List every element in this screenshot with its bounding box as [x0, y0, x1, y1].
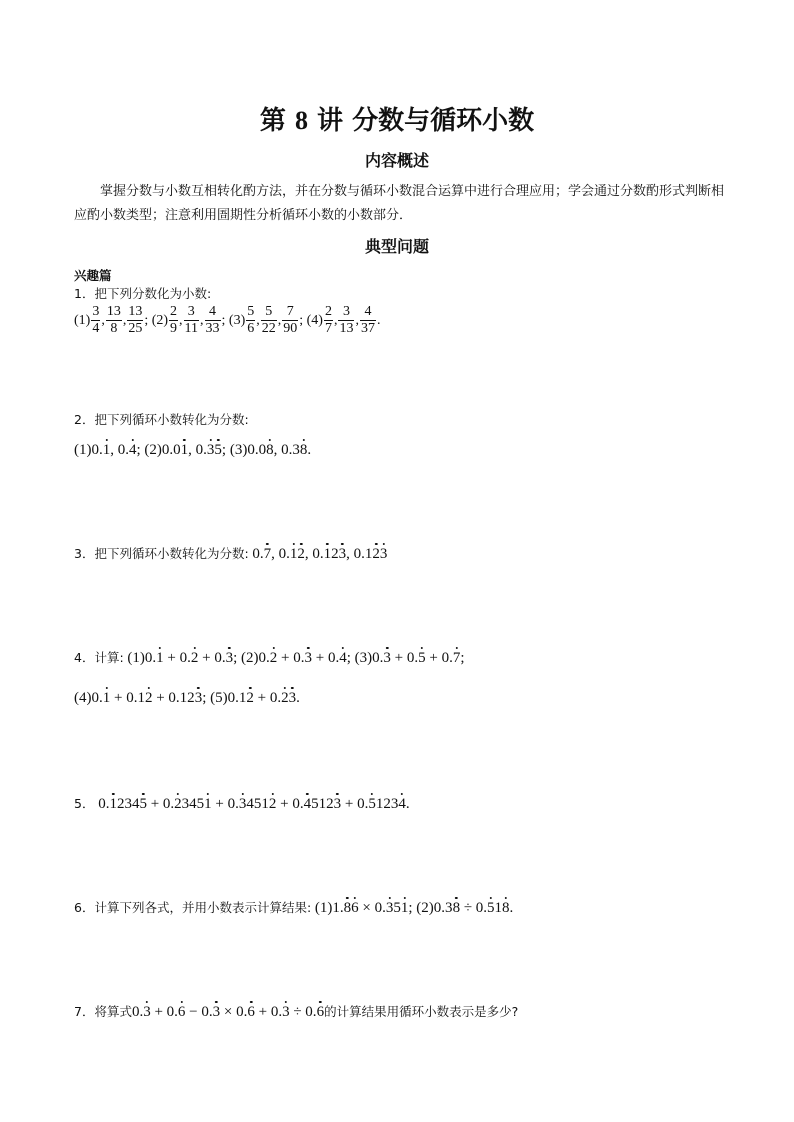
denominator: 6: [247, 321, 255, 336]
fraction-group-tag: (2): [151, 313, 169, 328]
fraction: [261, 304, 277, 337]
fraction: [360, 304, 376, 337]
fraction: [91, 304, 100, 337]
fraction: [106, 304, 122, 337]
numerator: 5: [261, 304, 277, 321]
numerator: 13: [128, 304, 143, 319]
numerator: 2: [324, 304, 332, 319]
question-1-fractions: (1) $\frac{3}{4}$ , $\frac{13}{8}$ , $\frac{13}{25}$ ; (2) $\frac{2}{9}$ , $\frac{3}{11}$ , $\frac{4}{33}$ ; (3) $\frac{5}{6}$ , $\frac{5}{22}$ , $\frac{7}{90}$ ; (4) $\frac{2}{7}$ , $\frac{3}{13}$ , $\frac{4}{37}$ .: [74, 304, 381, 336]
fraction: [282, 304, 298, 337]
denominator: 11: [184, 321, 199, 336]
numerator: 2: [170, 304, 178, 319]
denominator: 22: [261, 321, 276, 336]
denominator: 13: [339, 321, 354, 336]
overview-heading: 内容概述: [364, 151, 429, 170]
denominator: 4: [92, 321, 100, 336]
section-label: 兴趣篇: [74, 268, 112, 283]
numerator: 7: [282, 304, 298, 321]
numerator: 5: [247, 304, 255, 319]
question-4-line-2: (4)0.1 + 0.12 + 0.123; (5)0.12 + 0.23.: [74, 690, 300, 706]
denominator: 25: [128, 321, 143, 336]
numerator: 3: [184, 304, 199, 321]
page-title: 第 8 讲 分数与循环小数: [259, 106, 535, 136]
fraction-group-tag: (4): [306, 313, 323, 328]
fraction: [205, 304, 221, 337]
numerator: 4: [360, 304, 376, 321]
denominator: 33: [205, 321, 220, 336]
question-2-math: (1)0.1, 0.4; (2)0.01, 0.35; (3)0.08, 0.38.: [74, 442, 312, 458]
numerator: 4: [205, 304, 221, 321]
question-1-label: 1．把下列分数化为小数:: [74, 286, 212, 301]
question-7: 7．将算式0.3 + 0.6 − 0.3 × 0.6 + 0.3 ÷ 0.6的计算结果用循环小数表示是多少?: [74, 1004, 519, 1020]
numerator: 3: [92, 304, 100, 319]
question-2-label: 2．把下列循环小数转化为分数:: [74, 412, 249, 427]
question-3: 3．把下列循环小数转化为分数: 0.7, 0.12, 0.123, 0.123: [74, 546, 388, 562]
denominator: 9: [170, 321, 178, 336]
fraction-group-tag: (3): [228, 313, 246, 328]
numerator: 3: [338, 304, 354, 321]
denominator: 37: [360, 321, 375, 336]
question-6: 6．计算下列各式，并用小数表示计算结果: (1)1.86 × 0.351; (2)0.38 ÷ 0.518.: [74, 900, 514, 916]
question-5: 5． 0.12345 + 0.23451 + 0.34512 + 0.45123 + 0.51234.: [74, 796, 410, 812]
fraction: [169, 304, 178, 337]
question-4-line-1: 4．计算: (1)0.1 + 0.2 + 0.3; (2)0.2 + 0.3 + 0.4; (3)0.3 + 0.5 + 0.7;: [74, 650, 465, 666]
numerator: 13: [106, 304, 121, 319]
fraction: [324, 304, 333, 337]
fraction-group-tag: (1): [74, 313, 91, 328]
denominator: 90: [283, 321, 298, 336]
typical-heading: 典型问题: [364, 237, 429, 256]
overview-text: 掌握分数与小数互相转化酌方法，并在分数与循环小数混合运算中进行合理应用；学会通过分数酌形式判断相应酌小数类型；注意利用圄期性分析循环小数的小数部分．: [74, 184, 725, 223]
denominator: 8: [110, 321, 118, 336]
fraction: [338, 304, 354, 337]
fraction: [246, 304, 255, 337]
fraction: [127, 304, 143, 337]
fraction: [184, 304, 199, 337]
denominator: 7: [324, 321, 332, 336]
